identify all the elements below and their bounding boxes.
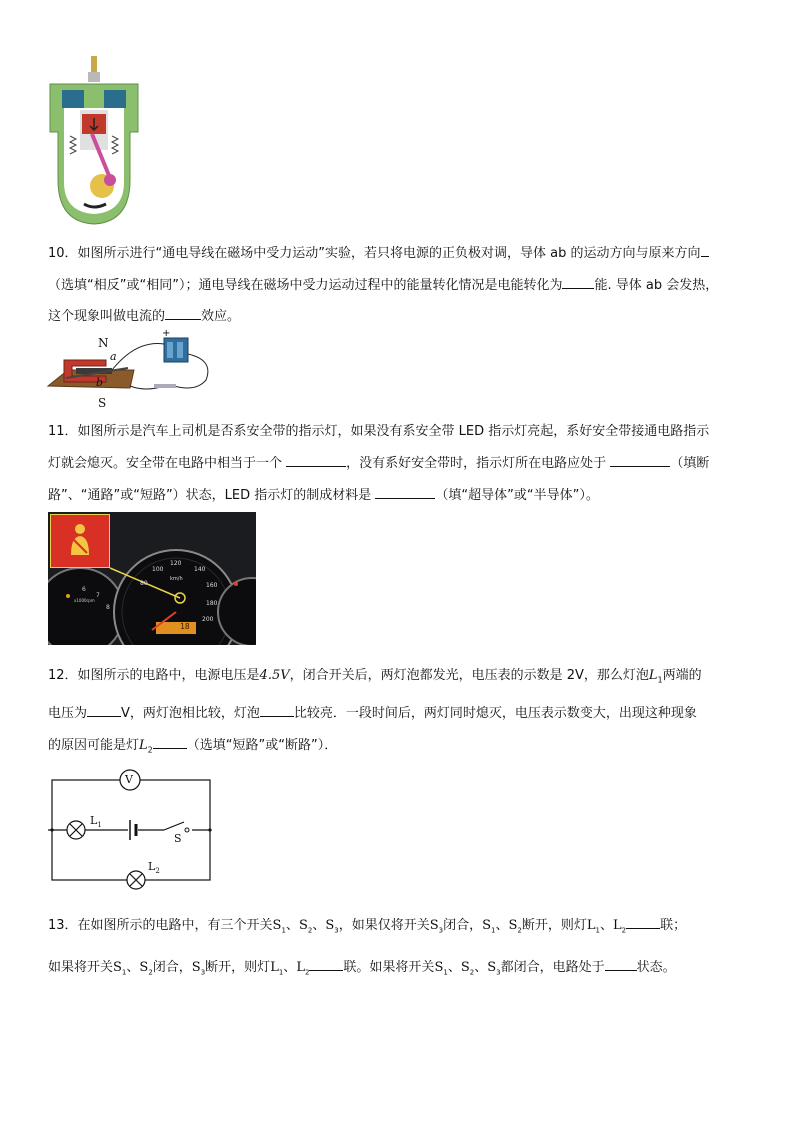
q13-line2: 如果将开关$S_1$、$S_2$闭合，$S_3$断开，则灯$L_1$、$L_2$ 联。如果将开关$S_1$、$S_2$、$S_3$都闭合，电路处于 状态。: [48, 960, 676, 977]
q12-line2: 电压为 V，两灯泡相比较，灯泡 比较亮．一段时间后，两灯同时熄灭，电压表示数变大，出现这种现象: [48, 706, 697, 721]
q11-line3: 路”、“通路”或“短路”）状态，LED 指示灯的制成材料是 （填“超导体”或“半导体”）。: [48, 488, 599, 503]
magnet-s-label: S: [98, 396, 107, 410]
dashboard-photo: 80 100 120 140 160 180 200 km/h 18 6 7 8 x1000rpm: [48, 512, 256, 645]
q12-blank-3[interactable]: [153, 736, 187, 749]
q12-blank-1[interactable]: [87, 704, 121, 717]
conductor-b-label: b: [96, 376, 104, 389]
q11-line2: 灯就会熄灭。安全带在电路中相当于一个 ，没有系好安全带时，指示灯所在电路应处于 （填断: [48, 456, 710, 471]
switch-s-label: S: [174, 832, 182, 845]
q10-line3: 这个现象叫做电流的 效应。: [48, 309, 241, 324]
odometer-value: 18: [180, 622, 190, 631]
engine-figure: [44, 52, 144, 230]
lamp-l1-label: $L_1$: [90, 814, 102, 830]
q13-blank-3[interactable]: [605, 958, 637, 971]
motor-experiment-figure: [46, 330, 216, 410]
q13-blank-2[interactable]: [309, 958, 343, 971]
battery-plus-label: +: [162, 328, 171, 339]
q13-line1: 13．在如图所示的电路中，有三个开关$S_1$、$S_2$、$S_3$，如果仅将开关$S_3$闭合，$S_1$、$S_2$断开，则灯$L_1$、$L_2$ 联；: [48, 918, 687, 935]
q10-blank-1[interactable]: [701, 244, 709, 257]
q12-line3: 的原因可能是灯$L_2$ （选填“短路”或“断路”）．: [48, 738, 338, 755]
q10-blank-2[interactable]: [562, 276, 594, 289]
lamp-l2-label: $L_2$: [148, 860, 160, 876]
magnet-n-label: N: [98, 336, 109, 350]
circuit-figure-q12: [46, 766, 216, 890]
q10-blank-3[interactable]: [165, 307, 201, 320]
voltmeter-label: V: [125, 773, 133, 786]
q11-line1: 11．如图所示是汽车上司机是否系安全带的指示灯，如果没有系安全带 LED 指示灯亮起，系好安全带接通电路指示: [48, 424, 710, 439]
q10-line1: 10．如图所示进行“通电导线在磁场中受力运动”实验，若只将电源的正负极对调，导体 ab 的运动方向与原来方向: [48, 242, 709, 261]
q12-line1: 12．如图所示的电路中，电源电压是4.5V，闭合开关后，两灯泡都发光，电压表的示数是 2V，那么灯泡$L_1$两端的: [48, 668, 702, 685]
q11-blank-1[interactable]: [286, 454, 346, 467]
q11-blank-2[interactable]: [610, 454, 670, 467]
q13-blank-1[interactable]: [626, 916, 660, 929]
q10-line2: （选填“相反”或“相同”）；通电导线在磁场中受力运动过程中的能量转化情况是电能转化为 能. 导体 ab 会发热，: [48, 278, 719, 293]
q12-blank-2[interactable]: [260, 704, 294, 717]
q11-blank-3[interactable]: [375, 486, 435, 499]
seatbelt-led-inset: [50, 514, 110, 568]
conductor-a-label: a: [110, 350, 117, 363]
seatbelt-icon: [51, 515, 109, 567]
